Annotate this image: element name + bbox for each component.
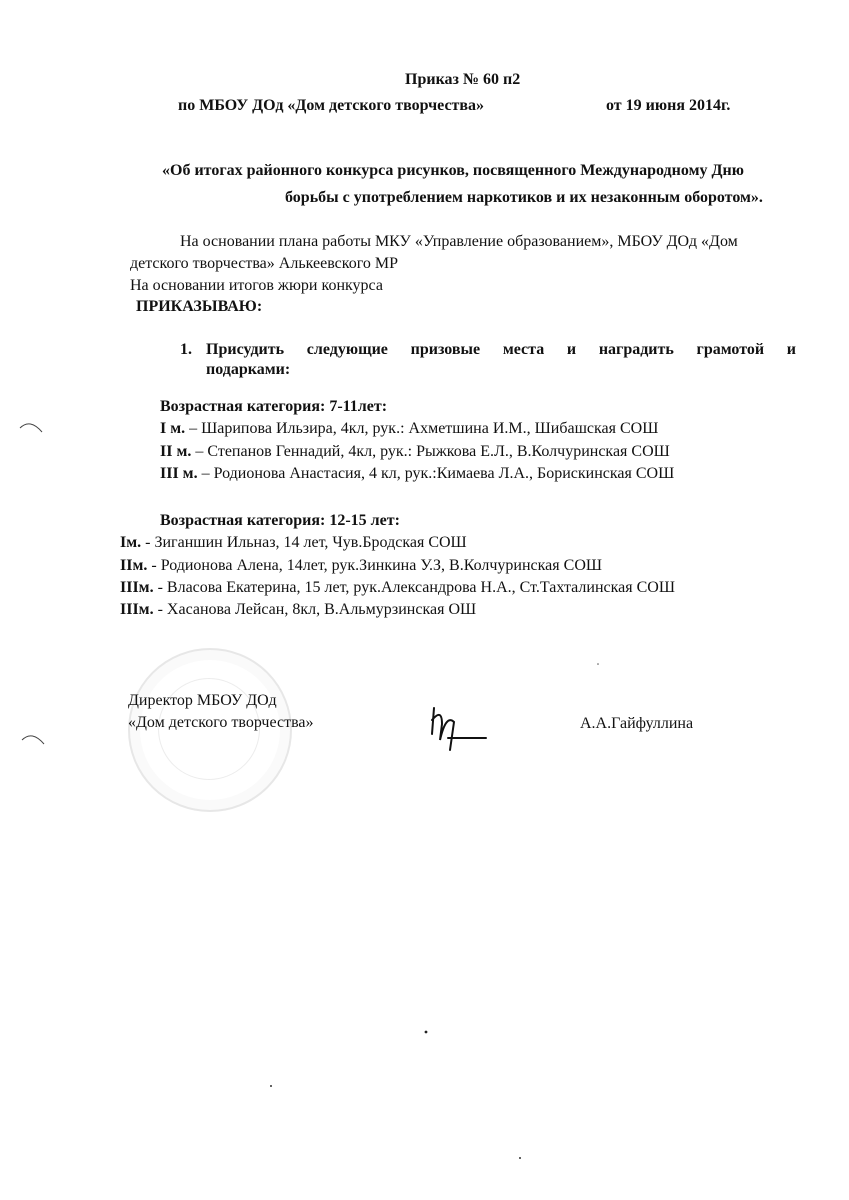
place-label: IIм. xyxy=(120,557,148,574)
category-1-row xyxy=(160,443,670,461)
director-position-line-2: «Дом детского творчества» xyxy=(128,714,314,731)
winner-text: – Шарипова Ильзира, 4кл, рук.: Ахметшина И.М., Шибашская СОШ xyxy=(185,420,659,437)
item-line-2: подарками: xyxy=(206,361,291,378)
winner-text: - Власова Екатерина, 15 лет, рук.Александрова Н.А., Ст.Тахталинская СОШ xyxy=(153,579,675,596)
order-date: от 19 июня 2014г. xyxy=(606,97,731,114)
speck xyxy=(425,1031,428,1034)
winner-text: - Хасанова Лейсан, 8кл, В.Альмурзинская ОШ xyxy=(153,601,477,618)
speck xyxy=(597,663,599,665)
punch-hole-top xyxy=(20,424,42,432)
category-2-row xyxy=(120,579,675,597)
category-2-row xyxy=(120,601,476,619)
place-label: II м. xyxy=(160,443,192,460)
order-word: ПРИКАЗЫВАЮ: xyxy=(136,298,263,315)
place-label: IIIм. xyxy=(120,601,154,618)
handwritten-signature xyxy=(420,700,490,760)
category-1-row xyxy=(160,420,658,438)
place-label: Iм. xyxy=(120,534,142,551)
item-number: 1. xyxy=(180,341,192,358)
item-line-1: Присудить следующие призовые места и наградить грамотой и xyxy=(206,341,796,358)
director-name: А.А.Гайфуллина xyxy=(580,715,694,732)
winner-text: - Родионова Алена, 14лет, рук.Зинкина У.З, В.Колчуринская СОШ xyxy=(147,557,603,574)
category-1-title: Возрастная категория: 7-11лет: xyxy=(160,398,388,415)
subject-line-2: борьбы с употреблением наркотиков и их незаконным оборотом». xyxy=(285,189,763,206)
winner-text: – Степанов Геннадий, 4кл, рук.: Рыжкова Е.Л., В.Колчуринская СОШ xyxy=(191,443,670,460)
winner-text: - Зиганшин Ильназ, 14 лет, Чув.Бродская СОШ xyxy=(141,534,467,551)
organization-name: по МБОУ ДОд «Дом детского творчества» xyxy=(178,97,485,114)
speck xyxy=(270,1085,272,1087)
speck xyxy=(519,1157,521,1159)
category-2-title: Возрастная категория: 12-15 лет: xyxy=(160,512,400,529)
category-1-row xyxy=(160,465,674,483)
basis-line-3: На основании итогов жюри конкурса xyxy=(130,277,383,294)
subject-line-1: «Об итогах районного конкурса рисунков, посвященного Международному Дню xyxy=(162,162,744,179)
punch-hole-bottom xyxy=(22,736,44,744)
basis-line-2: детского творчества» Алькеевского МР xyxy=(130,255,399,272)
director-position-line-1: Директор МБОУ ДОд xyxy=(128,692,277,709)
category-2-row xyxy=(120,557,602,575)
place-label: III м. xyxy=(160,465,198,482)
category-2-row xyxy=(120,534,467,552)
place-label: IIIм. xyxy=(120,579,154,596)
winner-text: – Родионова Анастасия, 4 кл, рук.:Кимаева Л.А., Борискинская СОШ xyxy=(197,465,675,482)
basis-line-1: На основании плана работы МКУ «Управление образованием», МБОУ ДОд «Дом xyxy=(180,233,738,250)
place-label: I м. xyxy=(160,420,186,437)
order-number: Приказ № 60 п2 xyxy=(405,71,521,88)
